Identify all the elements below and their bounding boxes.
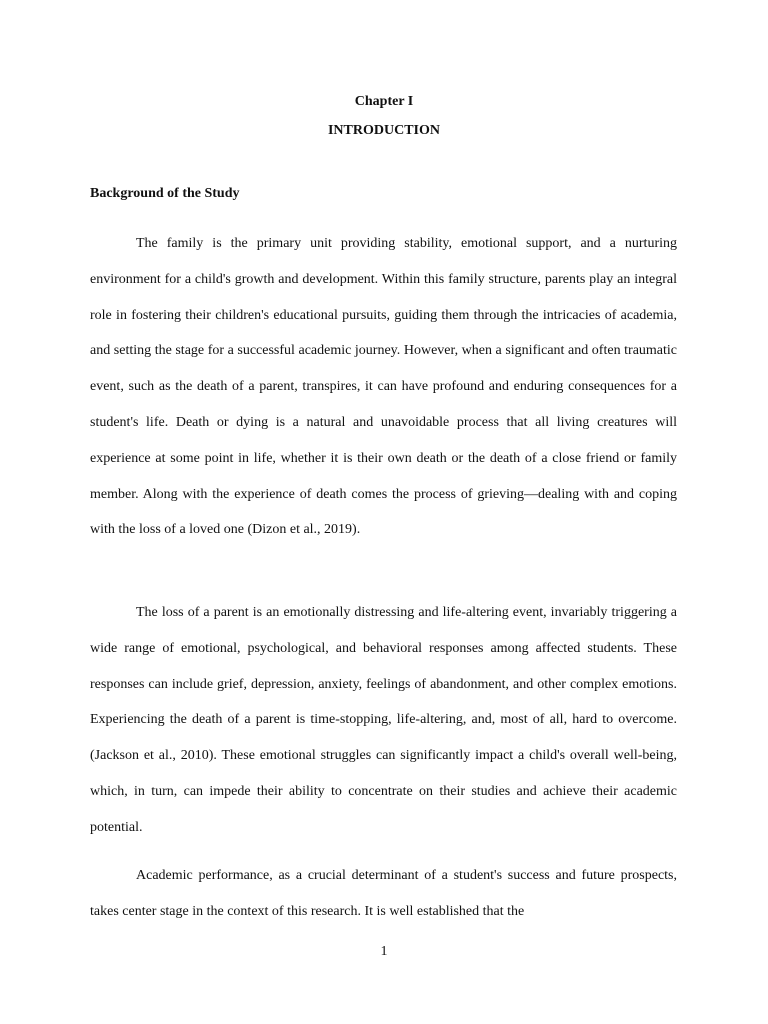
chapter-label: Chapter I — [354, 94, 414, 109]
paragraph-1: The family is the primary unit providing stability, emotional support, and a nurturing environment for a child's growth and development. Within this family structure, parents play an integral role in fostering their children's educational pursuits, guiding them through the intricacies of academia, and setting the stage for a successful academic journey. However, when a significant and often traumatic event, such as the death of a parent, transpires, it can have profound and enduring consequences for a student's life. Death or dying is a natural and unavoidable process that all living creatures will experience at some point in life, whether it is their own death or the death of a close friend or family member. Along with the experience of death comes the process of grieving—dealing with and coping with the loss of a loved one (Dizon et al., 2019). — [90, 236, 677, 538]
paragraph-2: The loss of a parent is an emotionally distressing and life-altering event, invariably triggering a wide range of emotional, psychological, and behavioral responses among affected students. These responses can include grief, depression, anxiety, feelings of abandonment, and other complex emotions. Experiencing the death of a parent is time-stopping, life-altering, and, most of all, hard to overcome. (Jackson et al., 2010). These emotional struggles can significantly impact a child's overall well-being, which, in turn, can impede their ability to concentrate on their studies and achieve their academic potential. — [90, 605, 677, 835]
section-heading: Background of the Study — [90, 186, 240, 201]
chapter-title: INTRODUCTION — [327, 123, 440, 138]
paragraph-3: Academic performance, as a crucial determinant of a student's success and future prospects, takes center stage in the context of this research. It is well established that the — [90, 868, 677, 919]
page-number: 1 — [380, 944, 388, 959]
